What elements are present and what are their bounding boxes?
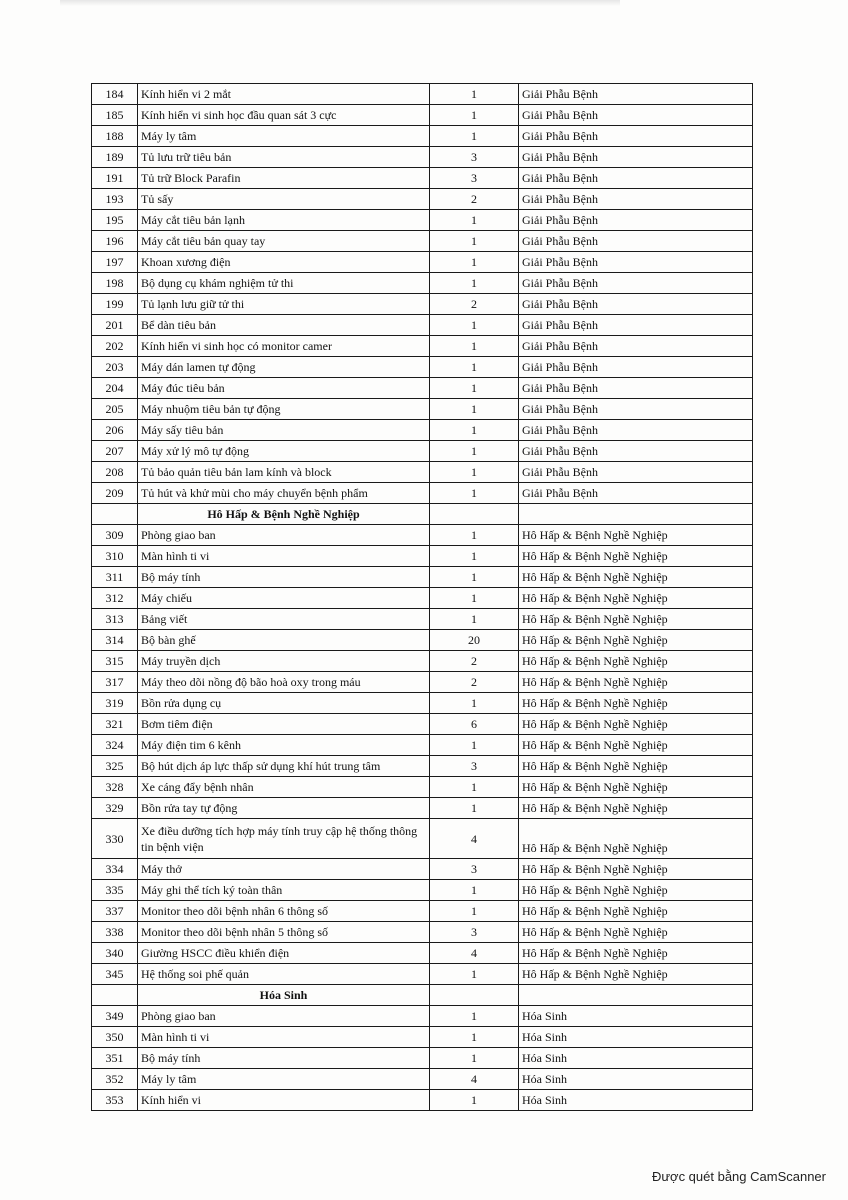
quantity: 2 [430,672,519,693]
equipment-name: Bồn rửa tay tự động [138,798,430,819]
equipment-name: Màn hình ti vi [138,1027,430,1048]
table-row [92,943,753,964]
department: Hô Hấp & Bệnh Nghề Nghiệp [519,777,753,798]
equipment-name: Máy xử lý mô tự động [138,441,430,462]
department: Giải Phẫu Bệnh [519,84,753,105]
row-number: 205 [92,399,138,420]
equipment-name: Bơm tiêm điện [138,714,430,735]
equipment-name: Tủ trữ Block Parafin [138,168,430,189]
equipment-name: Máy dán lamen tự động [138,357,430,378]
table-row [92,756,753,777]
table-row [92,483,753,504]
department: Hô Hấp & Bệnh Nghề Nghiệp [519,588,753,609]
row-number: 349 [92,1006,138,1027]
quantity: 1 [430,357,519,378]
equipment-name: Máy cắt tiêu bản quay tay [138,231,430,252]
department: Giải Phẫu Bệnh [519,273,753,294]
quantity: 1 [430,105,519,126]
equipment-name: Kính hiển vi sinh học có monitor camer [138,336,430,357]
table-row [92,168,753,189]
equipment-name: Khoan xương điện [138,252,430,273]
table-row [92,651,753,672]
table-row [92,84,753,105]
quantity: 1 [430,1006,519,1027]
quantity: 1 [430,567,519,588]
quantity: 1 [430,210,519,231]
equipment-name: Bộ máy tính [138,1048,430,1069]
equipment-name: Kính hiển vi [138,1090,430,1111]
section-dept-cell [519,985,753,1006]
row-number: 189 [92,147,138,168]
table-row [92,567,753,588]
equipment-name: Kính hiển vi 2 mắt [138,84,430,105]
quantity: 1 [430,1090,519,1111]
quantity: 1 [430,525,519,546]
department: Hô Hấp & Bệnh Nghề Nghiệp [519,819,753,859]
row-number: 185 [92,105,138,126]
equipment-name: Máy thở [138,859,430,880]
department: Giải Phẫu Bệnh [519,210,753,231]
table-row [92,336,753,357]
department: Hô Hấp & Bệnh Nghề Nghiệp [519,943,753,964]
equipment-name: Tủ lưu trữ tiêu bản [138,147,430,168]
quantity: 20 [430,630,519,651]
department: Hô Hấp & Bệnh Nghề Nghiệp [519,546,753,567]
department: Giải Phẫu Bệnh [519,336,753,357]
scanner-watermark: Được quét bằng CamScanner [651,1169,826,1184]
row-number: 325 [92,756,138,777]
table-row [92,1048,753,1069]
equipment-name: Xe điều dưỡng tích hợp máy tính truy cập hệ thống thông tin bệnh viện [138,819,430,859]
equipment-name: Máy cắt tiêu bản lạnh [138,210,430,231]
section-title: Hô Hấp & Bệnh Nghề Nghiệp [138,504,430,525]
table-row [92,210,753,231]
row-number: 335 [92,880,138,901]
quantity: 2 [430,651,519,672]
table-row [92,609,753,630]
department: Giải Phẫu Bệnh [519,294,753,315]
section-qty-cell [430,504,519,525]
row-number: 338 [92,922,138,943]
quantity: 1 [430,735,519,756]
quantity: 1 [430,588,519,609]
table-row [92,1090,753,1111]
table-row [92,126,753,147]
table-row [92,462,753,483]
quantity: 1 [430,798,519,819]
row-number: 329 [92,798,138,819]
table-row [92,922,753,943]
row-number: 337 [92,901,138,922]
department: Hô Hấp & Bệnh Nghề Nghiệp [519,693,753,714]
row-number: 350 [92,1027,138,1048]
table-row [92,378,753,399]
row-number: 352 [92,1069,138,1090]
quantity: 1 [430,84,519,105]
row-number: 197 [92,252,138,273]
equipment-name: Bộ dụng cụ khám nghiệm tử thi [138,273,430,294]
row-number: 184 [92,84,138,105]
table-row [92,859,753,880]
equipment-table [91,83,753,1111]
department: Giải Phẫu Bệnh [519,420,753,441]
row-number: 317 [92,672,138,693]
row-number: 321 [92,714,138,735]
quantity: 1 [430,1048,519,1069]
equipment-name: Xe cáng đẩy bệnh nhân [138,777,430,798]
equipment-name: Kính hiển vi sinh học đầu quan sát 3 cực [138,105,430,126]
row-number: 209 [92,483,138,504]
department: Giải Phẫu Bệnh [519,441,753,462]
row-number: 202 [92,336,138,357]
table-row [92,189,753,210]
equipment-name: Máy điện tim 6 kênh [138,735,430,756]
row-number: 204 [92,378,138,399]
table-row [92,588,753,609]
equipment-name: Bể dàn tiêu bản [138,315,430,336]
table-row [92,399,753,420]
section-qty-cell [430,985,519,1006]
equipment-name: Tủ lạnh lưu giữ tử thi [138,294,430,315]
equipment-name: Máy ly tâm [138,1069,430,1090]
table-row [92,231,753,252]
quantity: 4 [430,1069,519,1090]
quantity: 3 [430,922,519,943]
row-number: 195 [92,210,138,231]
department: Hóa Sinh [519,1069,753,1090]
row-number: 351 [92,1048,138,1069]
equipment-name: Máy ly tâm [138,126,430,147]
table-row [92,252,753,273]
department: Hô Hấp & Bệnh Nghề Nghiệp [519,609,753,630]
equipment-name: Monitor theo dõi bệnh nhân 6 thông số [138,901,430,922]
equipment-name: Tủ bảo quản tiêu bản lam kính và block [138,462,430,483]
quantity: 1 [430,483,519,504]
row-number: 340 [92,943,138,964]
quantity: 1 [430,399,519,420]
table-row [92,672,753,693]
table-row [92,1006,753,1027]
department: Giải Phẫu Bệnh [519,399,753,420]
table-row [92,964,753,985]
quantity: 1 [430,378,519,399]
department: Hóa Sinh [519,1048,753,1069]
equipment-name: Phòng giao ban [138,525,430,546]
quantity: 3 [430,147,519,168]
quantity: 3 [430,168,519,189]
row-number: 191 [92,168,138,189]
table-row [92,880,753,901]
equipment-name: Máy nhuộm tiêu bản tự động [138,399,430,420]
row-number: 353 [92,1090,138,1111]
department: Giải Phẫu Bệnh [519,168,753,189]
row-number: 309 [92,525,138,546]
section-header-row [92,985,753,1006]
row-number: 324 [92,735,138,756]
table-row [92,420,753,441]
department: Giải Phẫu Bệnh [519,105,753,126]
table-row [92,798,753,819]
section-stt-cell [92,504,138,525]
equipment-name: Máy theo dõi nồng độ bão hoà oxy trong máu [138,672,430,693]
department: Hô Hấp & Bệnh Nghề Nghiệp [519,714,753,735]
quantity: 1 [430,964,519,985]
department: Giải Phẫu Bệnh [519,378,753,399]
table-row [92,357,753,378]
equipment-name: Monitor theo dõi bệnh nhân 5 thông số [138,922,430,943]
department: Giải Phẫu Bệnh [519,483,753,504]
quantity: 1 [430,231,519,252]
quantity: 1 [430,546,519,567]
quantity: 1 [430,336,519,357]
equipment-name: Bộ bàn ghế [138,630,430,651]
row-number: 198 [92,273,138,294]
equipment-table-body [92,84,753,1111]
quantity: 4 [430,819,519,859]
quantity: 2 [430,189,519,210]
row-number: 201 [92,315,138,336]
department: Hóa Sinh [519,1006,753,1027]
quantity: 2 [430,294,519,315]
row-number: 345 [92,964,138,985]
row-number: 315 [92,651,138,672]
table-row [92,735,753,756]
equipment-name: Bồn rửa dụng cụ [138,693,430,714]
table-row [92,525,753,546]
row-number: 193 [92,189,138,210]
quantity: 1 [430,315,519,336]
department: Hô Hấp & Bệnh Nghề Nghiệp [519,567,753,588]
quantity: 1 [430,126,519,147]
table-row [92,630,753,651]
row-number: 312 [92,588,138,609]
row-number: 328 [92,777,138,798]
table-row [92,819,753,859]
department: Hô Hấp & Bệnh Nghề Nghiệp [519,880,753,901]
row-number: 203 [92,357,138,378]
table-row [92,273,753,294]
table-row [92,1027,753,1048]
equipment-name: Bộ hút dịch áp lực thấp sử dụng khí hút trung tâm [138,756,430,777]
section-dept-cell [519,504,753,525]
department: Giải Phẫu Bệnh [519,462,753,483]
equipment-name: Máy đúc tiêu bản [138,378,430,399]
department: Giải Phẫu Bệnh [519,252,753,273]
equipment-name: Màn hình ti vi [138,546,430,567]
quantity: 1 [430,693,519,714]
equipment-name: Phòng giao ban [138,1006,430,1027]
department: Giải Phẫu Bệnh [519,357,753,378]
quantity: 1 [430,1027,519,1048]
quantity: 1 [430,901,519,922]
scan-edge-shadow [60,0,620,6]
row-number: 199 [92,294,138,315]
row-number: 313 [92,609,138,630]
row-number: 206 [92,420,138,441]
department: Giải Phẫu Bệnh [519,189,753,210]
section-stt-cell [92,985,138,1006]
department: Hô Hấp & Bệnh Nghề Nghiệp [519,651,753,672]
equipment-name: Bộ máy tính [138,567,430,588]
row-number: 207 [92,441,138,462]
table-row [92,105,753,126]
quantity: 1 [430,609,519,630]
department: Hô Hấp & Bệnh Nghề Nghiệp [519,630,753,651]
equipment-name: Hệ thống soi phế quản [138,964,430,985]
row-number: 196 [92,231,138,252]
department: Hô Hấp & Bệnh Nghề Nghiệp [519,735,753,756]
quantity: 1 [430,441,519,462]
quantity: 6 [430,714,519,735]
table-row [92,901,753,922]
row-number: 310 [92,546,138,567]
equipment-name: Máy sấy tiêu bản [138,420,430,441]
table-row [92,315,753,336]
table-row [92,1069,753,1090]
quantity: 3 [430,859,519,880]
department: Hô Hấp & Bệnh Nghề Nghiệp [519,525,753,546]
department: Hô Hấp & Bệnh Nghề Nghiệp [519,798,753,819]
quantity: 4 [430,943,519,964]
department: Giải Phẫu Bệnh [519,126,753,147]
quantity: 1 [430,273,519,294]
quantity: 1 [430,252,519,273]
row-number: 208 [92,462,138,483]
department: Hô Hấp & Bệnh Nghề Nghiệp [519,964,753,985]
department: Giải Phẫu Bệnh [519,147,753,168]
section-title: Hóa Sinh [138,985,430,1006]
department: Hóa Sinh [519,1027,753,1048]
department: Hô Hấp & Bệnh Nghề Nghiệp [519,756,753,777]
equipment-name: Giường HSCC điều khiển điện [138,943,430,964]
quantity: 1 [430,420,519,441]
quantity: 1 [430,777,519,798]
row-number: 319 [92,693,138,714]
table-row [92,147,753,168]
equipment-name: Máy chiếu [138,588,430,609]
equipment-name: Bảng viết [138,609,430,630]
section-header-row [92,504,753,525]
department: Giải Phẫu Bệnh [519,231,753,252]
quantity: 1 [430,462,519,483]
quantity: 1 [430,880,519,901]
table-row [92,693,753,714]
table-row [92,294,753,315]
row-number: 311 [92,567,138,588]
row-number: 334 [92,859,138,880]
row-number: 330 [92,819,138,859]
department: Hô Hấp & Bệnh Nghề Nghiệp [519,922,753,943]
equipment-name: Tủ hút và khử mùi cho máy chuyển bệnh phẩm [138,483,430,504]
equipment-name: Tủ sấy [138,189,430,210]
table-row [92,714,753,735]
equipment-name: Máy truyền dịch [138,651,430,672]
table-row [92,777,753,798]
table-row [92,546,753,567]
department: Hô Hấp & Bệnh Nghề Nghiệp [519,672,753,693]
row-number: 188 [92,126,138,147]
department: Hô Hấp & Bệnh Nghề Nghiệp [519,901,753,922]
department: Giải Phẫu Bệnh [519,315,753,336]
row-number: 314 [92,630,138,651]
equipment-name: Máy ghi thể tích ký toàn thân [138,880,430,901]
table-row [92,441,753,462]
quantity: 3 [430,756,519,777]
department: Hóa Sinh [519,1090,753,1111]
department: Hô Hấp & Bệnh Nghề Nghiệp [519,859,753,880]
